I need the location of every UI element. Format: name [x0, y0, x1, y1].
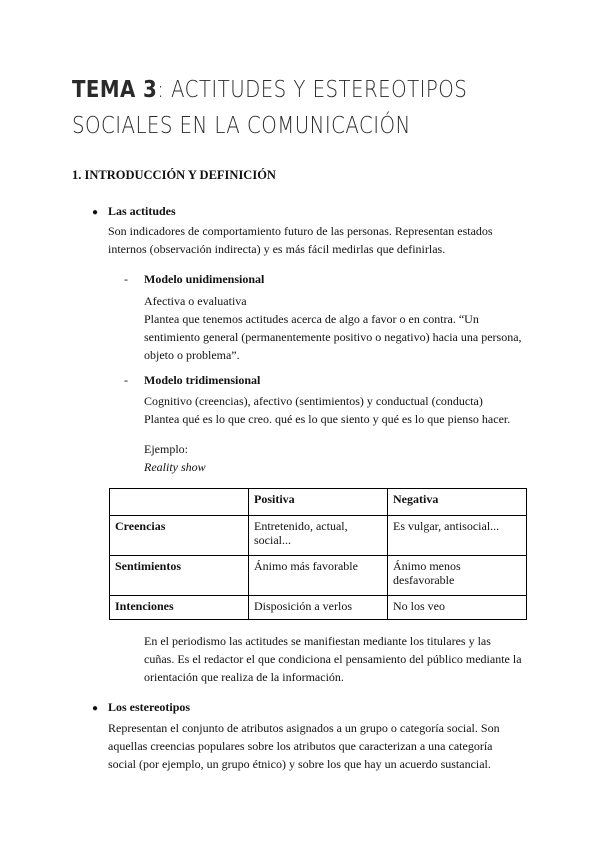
table-cell: Es vulgar, antisocial...	[388, 516, 527, 556]
bullet-actitudes	[92, 204, 176, 219]
table-cell: No los veo	[388, 596, 527, 620]
bullet-label: Las actitudes	[108, 204, 176, 218]
paragraph-line: Plantea que tenemos actitudes acerca de algo a favor o en contra. “Un	[144, 312, 479, 326]
modelo-unidimensional-text	[144, 292, 522, 364]
attitudes-table	[109, 488, 527, 620]
title-topic-name: : ACTITUDES Y ESTEREOTIPOS SOCIALES EN LA COMUNICACIÓN	[72, 77, 468, 139]
table-header-row	[110, 489, 527, 516]
dash-marker: -	[124, 373, 128, 387]
table-cell: Ánimo menos desfavorable	[388, 556, 527, 596]
section-heading: 1. INTRODUCCIÓN Y DEFINICIÓN	[72, 168, 276, 182]
paragraph-line: cuñas. Es el redactor el que condiciona el pensamiento del público mediante la	[144, 652, 522, 666]
title-topic-number: TEMA 3	[72, 77, 158, 103]
bullet-estereotipos	[92, 700, 190, 715]
paragraph-line: En el periodismo las actitudes se manifiestan mediante los titulares y las	[144, 634, 491, 648]
table-cell: Ánimo más favorable	[249, 556, 388, 596]
table-row	[110, 596, 527, 620]
paragraph-line: Afectiva o evaluativa	[144, 294, 247, 308]
subheading-modelo-unidimensional: Modelo unidimensional	[144, 272, 265, 286]
table-row	[110, 516, 527, 556]
periodismo-paragraph	[144, 632, 522, 686]
table-header-cell	[110, 489, 249, 516]
paragraph-line: Representan el conjunto de atributos asignados a un grupo o categoría social. Son	[108, 721, 500, 735]
estereotipos-definition	[108, 719, 500, 773]
bullet-label: Los estereotipos	[108, 700, 191, 714]
example-block	[144, 440, 206, 476]
paragraph-line: objeto o problema”.	[144, 348, 240, 362]
paragraph-line: aquellas creencias populares sobre los atributos que caracterizan a una categoría	[108, 739, 493, 753]
table-row	[110, 556, 527, 596]
bullet-icon: ●	[92, 207, 99, 218]
table-header-cell: Positiva	[249, 489, 388, 516]
paragraph-line: social (por ejemplo, un grupo étnico) y sobre los que hay un acuerdo sustancial.	[108, 757, 491, 771]
example-value: Reality show	[144, 460, 206, 474]
table-row-label: Creencias	[110, 516, 249, 556]
table-cell: Entretenido, actual, social...	[249, 516, 388, 556]
table-row-label: Sentimientos	[110, 556, 249, 596]
page-title	[72, 72, 476, 144]
paragraph-line: Cognitivo (creencias), afectivo (sentimientos) y conductual (conducta)	[144, 394, 483, 408]
table-cell: Disposición a verlos	[249, 596, 388, 620]
modelo-tridimensional-text	[144, 392, 510, 428]
subheading-modelo-tridimensional: Modelo tridimensional	[144, 373, 261, 387]
paragraph-line: sentimiento general (permanentemente positivo o negativo) hacia una persona,	[144, 330, 522, 344]
example-label: Ejemplo:	[144, 442, 188, 456]
paragraph-line: orientación que realiza de la información.	[144, 670, 344, 684]
dash-marker: -	[124, 272, 128, 286]
paragraph-line: internos (observación indirecta) y es más fácil medirlas que definirlas.	[108, 242, 446, 256]
paragraph-line: Son indicadores de comportamiento futuro de las personas. Representan estados	[108, 224, 493, 238]
table-row-label: Intenciones	[110, 596, 249, 620]
table-header-cell: Negativa	[388, 489, 527, 516]
paragraph-line: Plantea qué es lo que creo. qué es lo que siento y qué es lo que pienso hacer.	[144, 412, 511, 426]
bullet-icon: ●	[92, 703, 99, 714]
actitudes-definition	[108, 222, 493, 258]
